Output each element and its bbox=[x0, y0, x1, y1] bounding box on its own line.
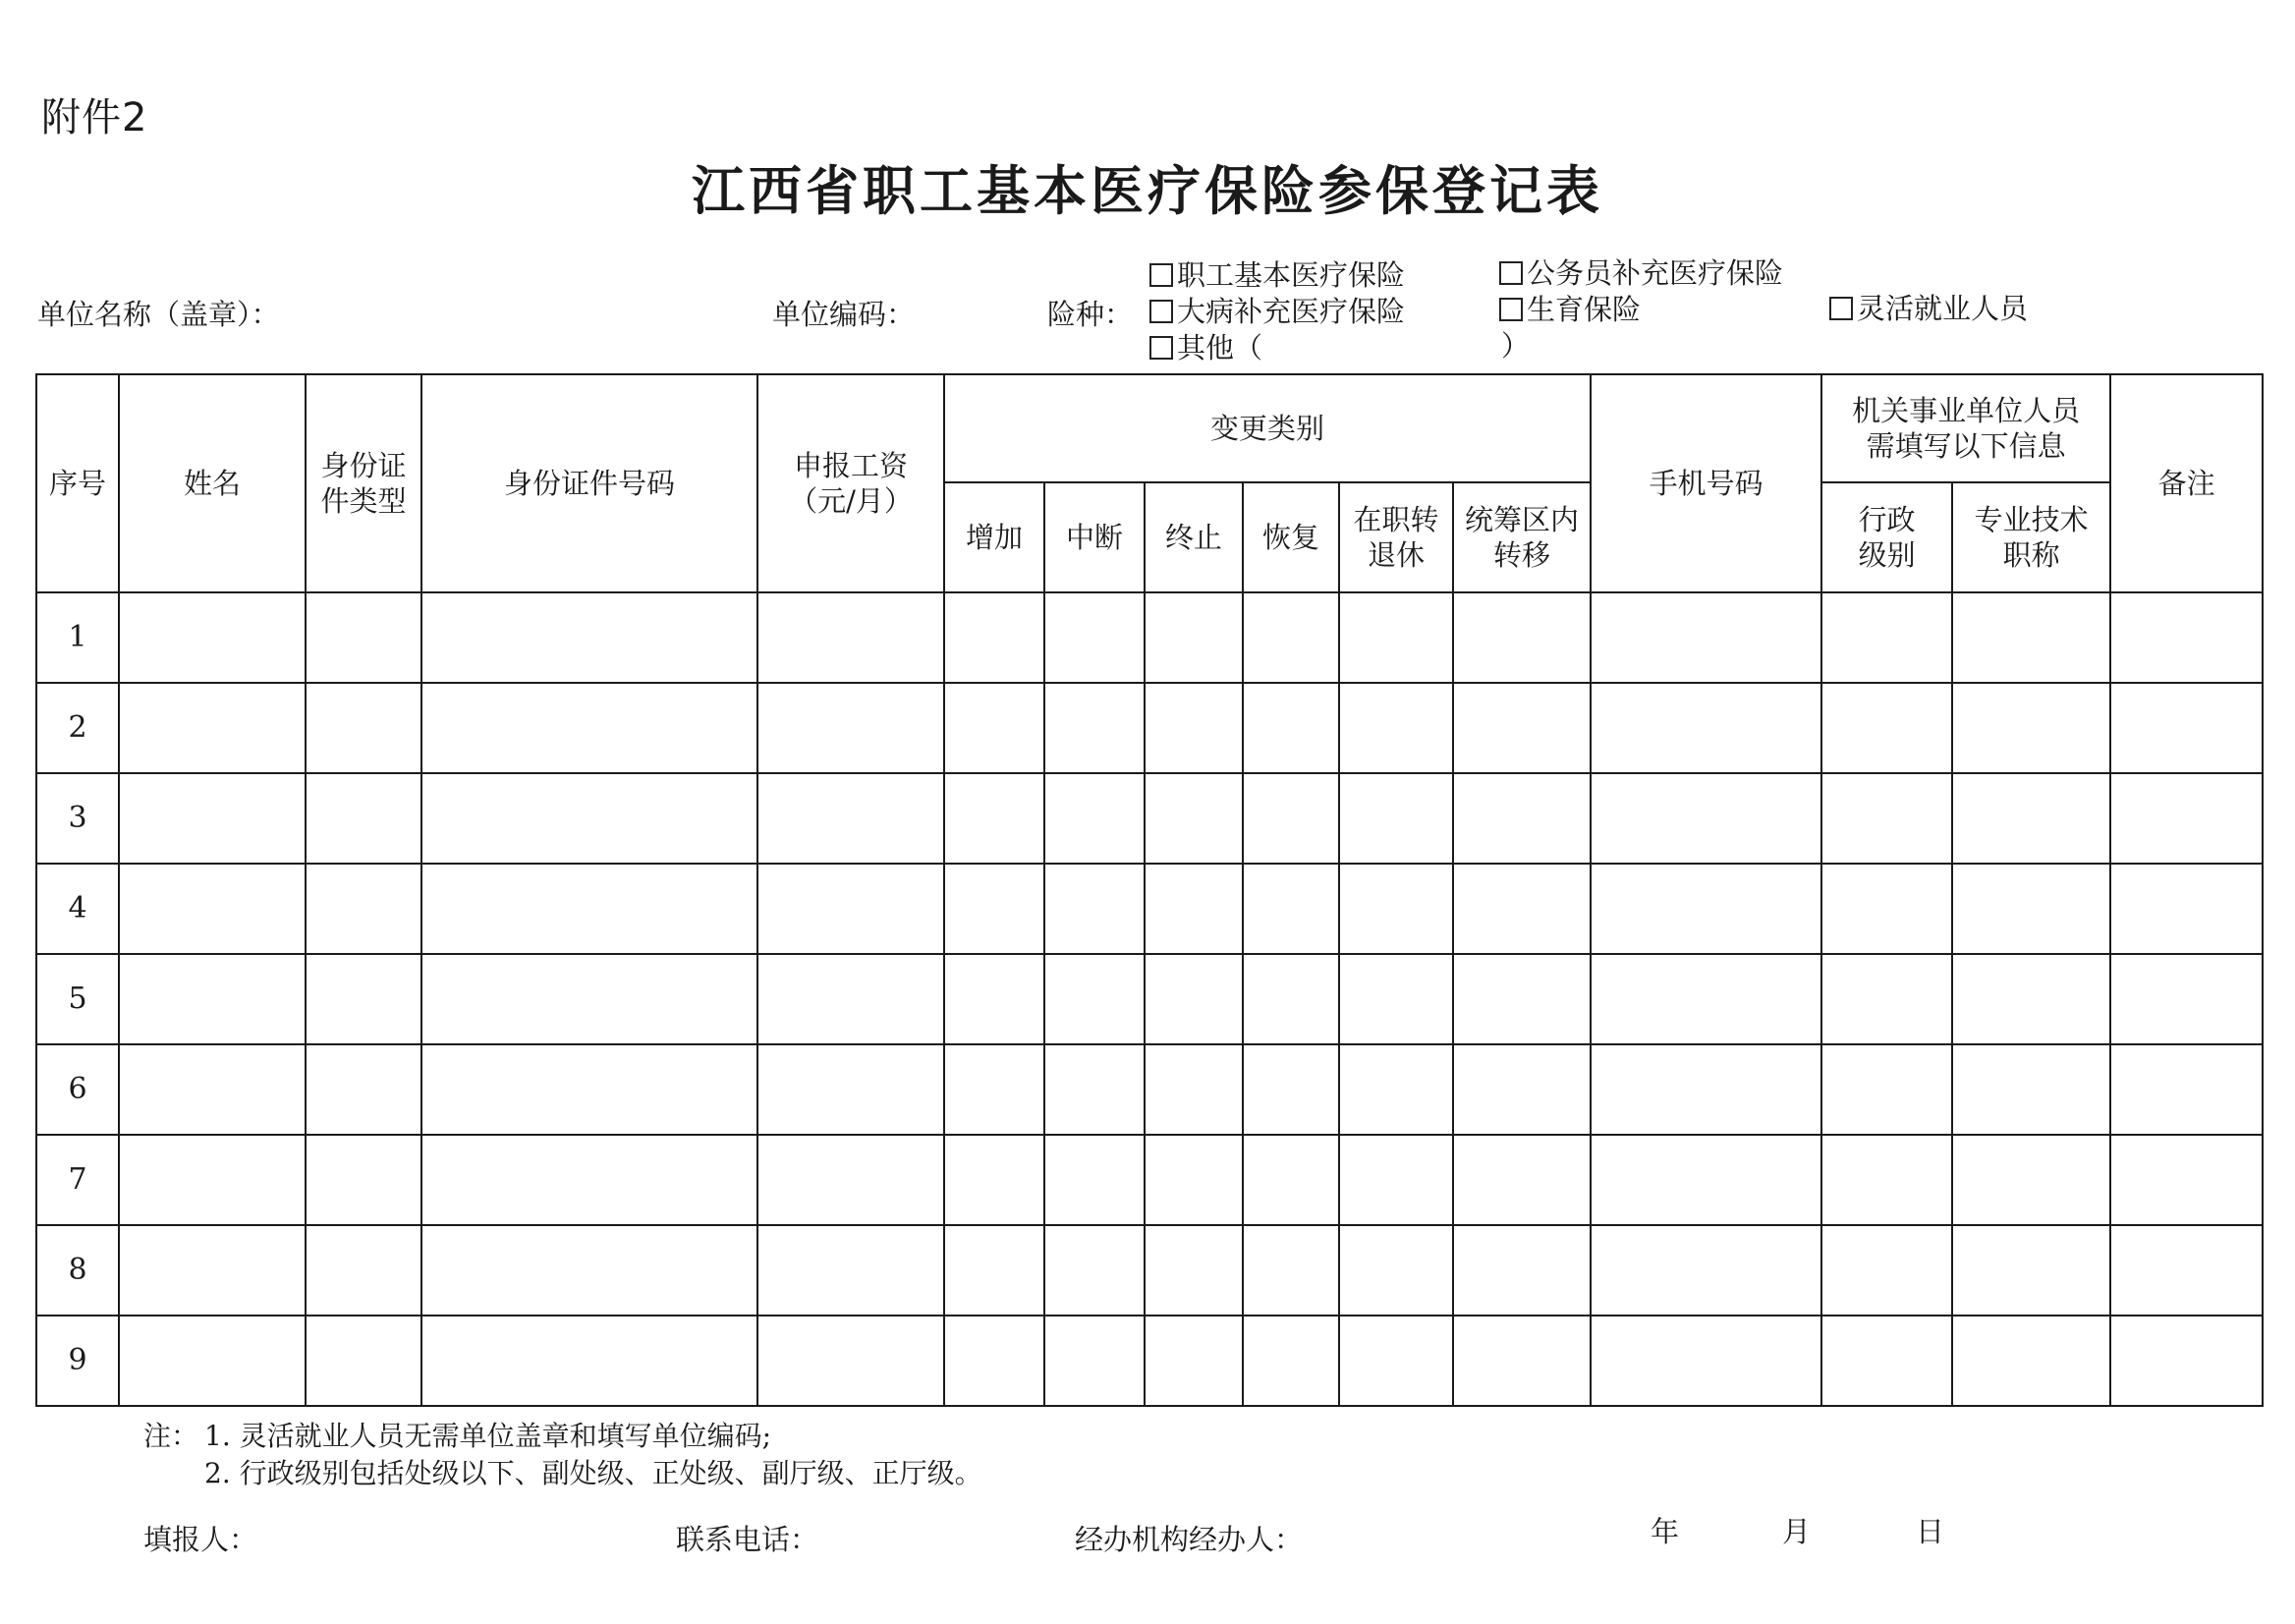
table-cell[interactable] bbox=[1591, 683, 1821, 773]
date-day-label: 日 bbox=[1916, 1515, 1945, 1548]
table-cell[interactable] bbox=[1453, 1225, 1591, 1316]
header-change-terminate: 终止 bbox=[1145, 482, 1243, 592]
table-cell[interactable] bbox=[757, 954, 944, 1044]
table-cell[interactable] bbox=[757, 1225, 944, 1316]
table-cell[interactable] bbox=[1591, 1044, 1821, 1135]
header-professional-title-line2: 职称 bbox=[2002, 538, 2060, 572]
header-professional-title-line1: 专业技术 bbox=[1974, 503, 2089, 536]
table-cell[interactable] bbox=[944, 1316, 1044, 1406]
table-cell[interactable] bbox=[1591, 1316, 1821, 1406]
table-cell[interactable] bbox=[2110, 683, 2263, 773]
table-cell[interactable] bbox=[1339, 1044, 1453, 1135]
table-cell[interactable] bbox=[2110, 1135, 2263, 1225]
table-cell[interactable] bbox=[1952, 773, 2110, 864]
option-civil-servant[interactable] bbox=[1499, 252, 1783, 292]
table-cell[interactable] bbox=[2110, 592, 2263, 683]
table-cell[interactable] bbox=[1591, 864, 1821, 954]
form-title: 江西省职工基本医疗保险参保登记表 bbox=[692, 159, 1603, 222]
table-cell[interactable] bbox=[421, 773, 757, 864]
table-cell[interactable] bbox=[944, 1135, 1044, 1225]
checkbox-icon[interactable] bbox=[1149, 336, 1173, 360]
table-cell[interactable] bbox=[944, 1044, 1044, 1135]
table-cell[interactable] bbox=[1243, 683, 1339, 773]
contact-phone-label: 联系电话： bbox=[676, 1523, 819, 1556]
checkbox-icon[interactable] bbox=[1499, 298, 1523, 321]
header-change-retire-line2: 退休 bbox=[1367, 538, 1425, 572]
table-cell[interactable] bbox=[757, 683, 944, 773]
table-cell[interactable] bbox=[421, 1135, 757, 1225]
table-cell[interactable] bbox=[1243, 1316, 1339, 1406]
table-cell[interactable] bbox=[306, 864, 421, 954]
table-cell[interactable] bbox=[1821, 1225, 1952, 1316]
table-cell[interactable] bbox=[1145, 1135, 1243, 1225]
header-id-type-line1: 身份证 bbox=[320, 449, 407, 482]
table-cell[interactable] bbox=[421, 864, 757, 954]
table-cell[interactable] bbox=[1243, 592, 1339, 683]
table-cell[interactable] bbox=[1243, 864, 1339, 954]
table-cell[interactable] bbox=[1044, 1044, 1145, 1135]
table-cell[interactable] bbox=[1044, 954, 1145, 1044]
checkbox-icon[interactable] bbox=[1149, 263, 1173, 287]
row-number: 3 bbox=[36, 773, 119, 864]
table-body bbox=[36, 592, 2263, 1406]
table-cell[interactable] bbox=[2110, 954, 2263, 1044]
table-row bbox=[36, 864, 2263, 954]
row-number: 2 bbox=[36, 683, 119, 773]
table-cell[interactable] bbox=[306, 1225, 421, 1316]
header-phone: 手机号码 bbox=[1591, 374, 1821, 592]
table-cell[interactable] bbox=[1339, 683, 1453, 773]
table-cell[interactable] bbox=[1453, 683, 1591, 773]
table-cell[interactable] bbox=[1044, 1316, 1145, 1406]
unit-code-label: 单位编码： bbox=[772, 298, 916, 331]
table-cell[interactable] bbox=[1339, 864, 1453, 954]
table-cell[interactable] bbox=[1453, 1044, 1591, 1135]
table-cell[interactable] bbox=[1821, 773, 1952, 864]
table-cell[interactable] bbox=[421, 1044, 757, 1135]
table-cell[interactable] bbox=[2110, 864, 2263, 954]
table-cell[interactable] bbox=[1453, 773, 1591, 864]
table-cell[interactable] bbox=[119, 954, 306, 1044]
option-other-close: ） bbox=[1501, 329, 1531, 363]
header-change-transfer bbox=[1453, 482, 1591, 592]
table-cell[interactable] bbox=[1044, 592, 1145, 683]
table-cell[interactable] bbox=[119, 1225, 306, 1316]
table-row bbox=[36, 592, 2263, 683]
table-cell[interactable] bbox=[1821, 683, 1952, 773]
table-cell[interactable] bbox=[944, 864, 1044, 954]
table-cell[interactable] bbox=[757, 1135, 944, 1225]
table-cell[interactable] bbox=[421, 592, 757, 683]
table-cell[interactable] bbox=[1145, 864, 1243, 954]
table-cell[interactable] bbox=[757, 864, 944, 954]
table-cell[interactable] bbox=[1339, 773, 1453, 864]
header-change-resume: 恢复 bbox=[1243, 482, 1339, 592]
row-number: 9 bbox=[36, 1316, 119, 1406]
table-cell[interactable] bbox=[1339, 1135, 1453, 1225]
table-cell[interactable] bbox=[1044, 864, 1145, 954]
option-serious-illness-label: 大病补充医疗保险 bbox=[1177, 295, 1406, 328]
table-cell[interactable] bbox=[1821, 1135, 1952, 1225]
option-other[interactable] bbox=[1149, 326, 1262, 366]
table-cell[interactable] bbox=[119, 1316, 306, 1406]
table-cell[interactable] bbox=[1044, 683, 1145, 773]
table-cell[interactable] bbox=[119, 683, 306, 773]
table-cell[interactable] bbox=[944, 592, 1044, 683]
table-cell[interactable] bbox=[2110, 1316, 2263, 1406]
table-cell[interactable] bbox=[1145, 683, 1243, 773]
table-cell[interactable] bbox=[306, 683, 421, 773]
table-cell[interactable] bbox=[306, 773, 421, 864]
table-cell[interactable] bbox=[1243, 1225, 1339, 1316]
table-cell[interactable] bbox=[1339, 954, 1453, 1044]
table-cell[interactable] bbox=[1243, 1135, 1339, 1225]
table-cell[interactable] bbox=[1952, 1044, 2110, 1135]
table-cell[interactable] bbox=[1044, 773, 1145, 864]
table-cell[interactable] bbox=[1044, 1135, 1145, 1225]
table-cell[interactable] bbox=[944, 773, 1044, 864]
table-cell[interactable] bbox=[119, 1135, 306, 1225]
table-row bbox=[36, 683, 2263, 773]
row-number: 6 bbox=[36, 1044, 119, 1135]
option-flexible[interactable] bbox=[1829, 287, 2028, 327]
table-cell[interactable] bbox=[306, 1316, 421, 1406]
table-cell[interactable] bbox=[1145, 1044, 1243, 1135]
table-cell[interactable] bbox=[1339, 1316, 1453, 1406]
option-basic-medical[interactable] bbox=[1149, 253, 1405, 294]
date-year-label: 年 bbox=[1651, 1515, 1680, 1548]
table-cell[interactable] bbox=[306, 954, 421, 1044]
insurance-type-label: 险种： bbox=[1047, 298, 1134, 331]
table-cell[interactable] bbox=[1821, 1044, 1952, 1135]
table-row bbox=[36, 1135, 2263, 1225]
table-row bbox=[36, 1044, 2263, 1135]
table-cell[interactable] bbox=[1453, 592, 1591, 683]
table-cell[interactable] bbox=[1821, 592, 1952, 683]
table-cell[interactable] bbox=[1591, 1225, 1821, 1316]
table-cell[interactable] bbox=[1243, 954, 1339, 1044]
table-cell[interactable] bbox=[421, 1225, 757, 1316]
table-cell[interactable] bbox=[421, 683, 757, 773]
header-change-retire bbox=[1339, 482, 1453, 592]
table-cell[interactable] bbox=[306, 1044, 421, 1135]
table-cell[interactable] bbox=[1145, 592, 1243, 683]
table-cell[interactable] bbox=[1453, 1135, 1591, 1225]
header-professional-title bbox=[1952, 482, 2110, 592]
header-salary bbox=[757, 374, 944, 592]
table-cell[interactable] bbox=[757, 1316, 944, 1406]
table-cell[interactable] bbox=[1591, 773, 1821, 864]
table-cell[interactable] bbox=[1453, 1316, 1591, 1406]
table-cell[interactable] bbox=[757, 1044, 944, 1135]
note-line-1: 1. 灵活就业人员无需单位盖章和填写单位编码; bbox=[204, 1420, 772, 1452]
table-cell[interactable] bbox=[1044, 1225, 1145, 1316]
table-cell[interactable] bbox=[2110, 1225, 2263, 1316]
table-cell[interactable] bbox=[757, 773, 944, 864]
table-cell[interactable] bbox=[306, 1135, 421, 1225]
checkbox-icon[interactable] bbox=[1829, 297, 1853, 320]
header-change-suspend: 中断 bbox=[1044, 482, 1145, 592]
option-maternity[interactable] bbox=[1499, 288, 1641, 328]
table-row bbox=[36, 1316, 2263, 1406]
note-line-2: 2. 行政级别包括处级以下、副处级、正处级、副厅级、正厅级。 bbox=[204, 1457, 982, 1489]
table-cell[interactable] bbox=[1339, 592, 1453, 683]
header-id-type-line2: 件类型 bbox=[320, 484, 407, 518]
table-cell[interactable] bbox=[1243, 1044, 1339, 1135]
registration-table bbox=[35, 373, 2264, 1407]
header-row-top bbox=[36, 374, 2263, 482]
table-cell[interactable] bbox=[119, 592, 306, 683]
header-admin-level bbox=[1821, 482, 1952, 592]
option-civil-servant-label: 公务员补充医疗保险 bbox=[1527, 256, 1784, 290]
table-cell[interactable] bbox=[1339, 1225, 1453, 1316]
table-cell[interactable] bbox=[1952, 864, 2110, 954]
header-salary-line1: 申报工资 bbox=[793, 449, 908, 482]
table-cell[interactable] bbox=[306, 592, 421, 683]
header-change-retire-line1: 在职转 bbox=[1353, 503, 1439, 536]
table-cell[interactable] bbox=[944, 1225, 1044, 1316]
table-cell[interactable] bbox=[1145, 954, 1243, 1044]
handler-label: 经办机构经办人： bbox=[1075, 1523, 1304, 1556]
option-maternity-label: 生育保险 bbox=[1527, 293, 1642, 326]
header-gov-info-line2: 需填写以下信息 bbox=[1866, 429, 2066, 463]
table-cell[interactable] bbox=[1952, 954, 2110, 1044]
table-cell[interactable] bbox=[119, 864, 306, 954]
table-cell[interactable] bbox=[1821, 954, 1952, 1044]
checkbox-icon[interactable] bbox=[1149, 300, 1173, 323]
table-cell[interactable] bbox=[1591, 592, 1821, 683]
header-seq: 序号 bbox=[36, 374, 119, 592]
table-cell[interactable] bbox=[2110, 773, 2263, 864]
filler-label: 填报人： bbox=[143, 1523, 258, 1556]
table-cell[interactable] bbox=[1453, 864, 1591, 954]
row-number: 1 bbox=[36, 592, 119, 683]
table-cell[interactable] bbox=[944, 954, 1044, 1044]
header-change-add: 增加 bbox=[944, 482, 1044, 592]
option-flexible-label: 灵活就业人员 bbox=[1857, 292, 2029, 325]
table-row bbox=[36, 954, 2263, 1044]
table-cell[interactable] bbox=[421, 954, 757, 1044]
table-row bbox=[36, 1225, 2263, 1316]
option-other-label: 其他（ bbox=[1177, 331, 1263, 364]
option-basic-medical-label: 职工基本医疗保险 bbox=[1177, 258, 1406, 292]
header-remarks: 备注 bbox=[2110, 374, 2263, 592]
table-cell[interactable] bbox=[1453, 954, 1591, 1044]
table-cell[interactable] bbox=[1243, 773, 1339, 864]
header-admin-level-line2: 级别 bbox=[1858, 538, 1916, 572]
table-cell[interactable] bbox=[944, 683, 1044, 773]
date-month-label: 月 bbox=[1782, 1515, 1812, 1548]
table-cell[interactable] bbox=[757, 592, 944, 683]
table-cell[interactable] bbox=[1591, 1135, 1821, 1225]
header-change-transfer-line2: 转移 bbox=[1493, 538, 1551, 572]
row-number: 8 bbox=[36, 1225, 119, 1316]
table-cell[interactable] bbox=[1145, 1225, 1243, 1316]
table-row bbox=[36, 773, 2263, 864]
header-gov-info bbox=[1821, 374, 2110, 482]
header-gov-info-line1: 机关事业单位人员 bbox=[1852, 394, 2081, 427]
header-admin-level-line1: 行政 bbox=[1858, 503, 1916, 536]
table-cell[interactable] bbox=[1821, 1316, 1952, 1406]
table-cell[interactable] bbox=[1821, 864, 1952, 954]
row-number: 4 bbox=[36, 864, 119, 954]
row-number: 7 bbox=[36, 1135, 119, 1225]
table-cell[interactable] bbox=[1952, 683, 2110, 773]
table-cell[interactable] bbox=[1145, 1316, 1243, 1406]
table-cell[interactable] bbox=[119, 1044, 306, 1135]
attachment-label: 附件2 bbox=[41, 95, 148, 140]
table-cell[interactable] bbox=[2110, 1044, 2263, 1135]
notes-prefix: 注： bbox=[143, 1420, 199, 1452]
header-name: 姓名 bbox=[119, 374, 306, 592]
table-cell[interactable] bbox=[1952, 1135, 2110, 1225]
header-id-type bbox=[306, 374, 421, 592]
checkbox-icon[interactable] bbox=[1499, 261, 1523, 285]
unit-name-label: 单位名称（盖章）： bbox=[37, 298, 280, 331]
table-cell[interactable] bbox=[1591, 954, 1821, 1044]
table-cell[interactable] bbox=[1145, 773, 1243, 864]
table-cell[interactable] bbox=[1952, 1225, 2110, 1316]
header-salary-line2: （元/月） bbox=[789, 484, 913, 518]
header-change-type: 变更类别 bbox=[944, 374, 1591, 482]
row-number: 5 bbox=[36, 954, 119, 1044]
table-cell[interactable] bbox=[1952, 1316, 2110, 1406]
table-cell[interactable] bbox=[1952, 592, 2110, 683]
table-cell[interactable] bbox=[421, 1316, 757, 1406]
header-change-transfer-line1: 统筹区内 bbox=[1465, 503, 1580, 536]
header-id-number: 身份证件号码 bbox=[421, 374, 757, 592]
table-cell[interactable] bbox=[119, 773, 306, 864]
option-serious-illness[interactable] bbox=[1149, 290, 1405, 330]
